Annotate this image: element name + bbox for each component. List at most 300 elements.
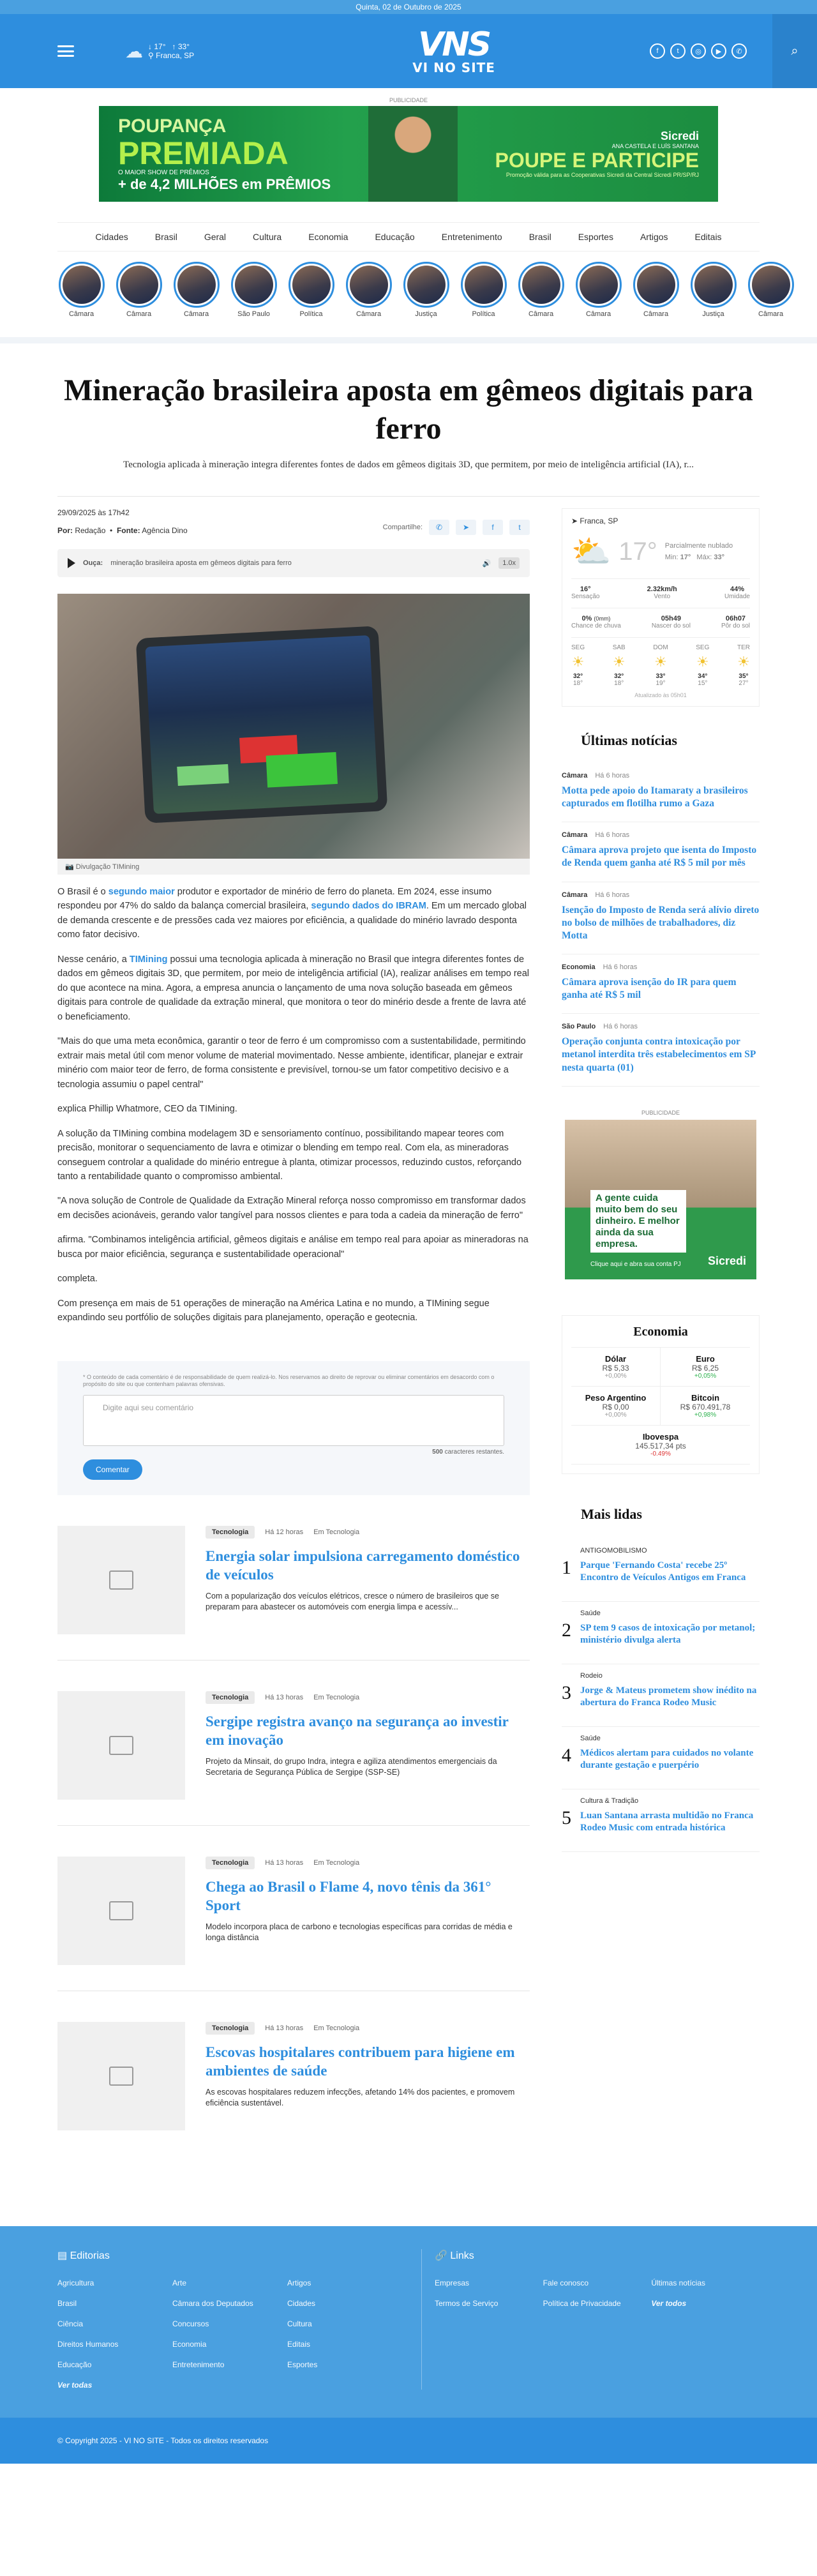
story-item[interactable]: [632, 262, 680, 318]
header-weather[interactable]: ☁ ↓ 17° ↑ 33° ⚲ Franca, SP: [125, 41, 195, 61]
whatsapp-share-icon[interactable]: ✆: [429, 520, 449, 535]
category-tag[interactable]: Câmara: [562, 772, 588, 780]
latest-news-item[interactable]: [562, 763, 760, 822]
story-image: [63, 266, 101, 304]
story-item[interactable]: [747, 262, 795, 318]
news-meta: [562, 831, 760, 839]
ad-text: O MAIOR SHOW DE PRÊMIOS: [118, 169, 209, 176]
story-item[interactable]: [402, 262, 450, 318]
story-label: Câmara: [643, 310, 669, 318]
related-news: [57, 1495, 530, 2156]
news-title[interactable]: Sergipe registra avanço na segurança ao investir em inovação: [206, 1714, 509, 1748]
site-logo[interactable]: [412, 28, 495, 74]
article-body: [57, 885, 530, 1325]
news-title[interactable]: Médicos alertam para cuidados no volante durante gestação e puerpério: [580, 1747, 754, 1771]
story-avatar: [461, 262, 507, 308]
sun-icon: ☀: [612, 654, 626, 670]
weather-forecast: [571, 637, 750, 687]
story-item[interactable]: [460, 262, 507, 318]
social-links: [650, 43, 747, 59]
nav-item[interactable]: Entretenimento: [441, 232, 502, 242]
news-title[interactable]: Energia solar impulsiona carregamento doméstico de veículos: [206, 1548, 520, 1583]
news-meta: [562, 963, 760, 971]
paragraph: "Mais do que uma meta econômica, garantir o teor de ferro é um compromisso com a sustentabilidade, permitindo extrair mais metal útil com menor volume de material movimentado. Nesse ambiente, identificar, planejar e extrair minério com maior teor de ferro, de forma consistente e previsível, tornou-se um fator competitivo decisivo e a tecnologia assumiu o papel central": [57, 1036, 526, 1090]
sunrise-label: Nascer do sol: [651, 622, 691, 629]
comment-form: [57, 1361, 530, 1495]
economy-name: Ibovespa: [642, 1431, 679, 1442]
forecast-day-name: SEG: [571, 644, 585, 651]
nav-item[interactable]: Cultura: [253, 232, 282, 242]
story-item[interactable]: [517, 262, 565, 318]
forecast-day: [653, 644, 668, 687]
economy-value: R$ 6,25: [691, 1363, 719, 1373]
nav-item[interactable]: Educação: [375, 232, 415, 242]
paragraph: A solução da TIMining combina modelagem 3D e sensoriamento contínuo, possibilitando mapear teores com precisão, monitorar o sequenciamento de lavra e otimizar o blending em tempo real. Com ela, as mineradoras conseguem controlar a qualidade do minério entregue à planta, otimizar processos, reduzindo custos, reforçando tanto a rentabilidade quanto o compromisso ambiental.: [57, 1128, 522, 1182]
facebook-share-icon[interactable]: f: [483, 520, 503, 535]
article-source: Agência Dino: [142, 526, 188, 535]
nav-item[interactable]: Economia: [308, 232, 349, 242]
footer-link[interactable]: Artigos: [287, 2278, 311, 2288]
news-info: [206, 1857, 525, 1965]
story-image: [522, 266, 560, 304]
economy-heading: Economia: [633, 1324, 688, 1339]
sun-icon: ☀: [571, 654, 585, 670]
economy-value: R$ 670.491,78: [680, 1402, 731, 1412]
max-label: Máx:: [696, 553, 712, 561]
story-image: [465, 266, 503, 304]
economy-value: R$ 5,33: [602, 1363, 629, 1373]
ad-image: [368, 106, 458, 202]
news-title[interactable]: Câmara aprova projeto que isenta do Imposto de Renda quem ganha até R$ 5 mil por mês: [562, 845, 757, 869]
news-title[interactable]: Motta pede apoio do Itamaraty a brasileiros capturados em flotilha rumo a Gaza: [562, 785, 748, 810]
news-section: Em Tecnologia: [313, 1528, 360, 1537]
story-item[interactable]: [689, 262, 737, 318]
story-image: [177, 266, 216, 304]
economy-change: +0,00%: [604, 1372, 627, 1380]
category-tag[interactable]: São Paulo: [562, 1023, 596, 1031]
logo-sub: VI NO SITE: [412, 60, 495, 75]
partly-cloudy-icon: ⛅: [571, 534, 611, 569]
whatsapp-icon[interactable]: ✆: [731, 43, 747, 59]
economy-name: Bitcoin: [691, 1392, 720, 1403]
story-image: [120, 266, 158, 304]
story-label: Câmara: [356, 310, 382, 318]
humidity-label: Umidade: [724, 593, 750, 600]
story-avatar: [518, 262, 564, 308]
story-avatar: [174, 262, 220, 308]
rank-number: 1: [562, 1556, 571, 1578]
news-thumbnail: [57, 1691, 185, 1800]
news-meta: [206, 2022, 525, 2035]
footer-link[interactable]: Agricultura: [57, 2278, 94, 2288]
category-tag[interactable]: Câmara: [562, 891, 588, 899]
article-image: [57, 594, 530, 859]
weather-min: 17°: [680, 553, 691, 561]
news-item[interactable]: [57, 1661, 530, 1826]
story-label: Câmara: [528, 310, 554, 318]
weather-temp: 17°: [618, 538, 657, 566]
news-title[interactable]: Isenção do Imposto de Renda será alívio direto no bolso de milhões de trabalhadores, diz Motta: [562, 904, 760, 941]
story-avatar: [633, 262, 679, 308]
image-placeholder-icon: [109, 2067, 133, 2086]
category-tag: Cultura & Tradição: [580, 1796, 639, 1805]
header-temp-max: 17°: [154, 42, 166, 51]
forecast-day-name: SAB: [612, 644, 626, 651]
category-tag[interactable]: Câmara: [562, 831, 588, 840]
news-time: Há 6 horas: [595, 891, 630, 899]
forecast-day: [613, 644, 626, 687]
feel-value: 16°: [580, 585, 591, 593]
ad-text: A gente cuida muito bem do seu dinheiro. E melhor ainda da sua empresa.: [590, 1190, 686, 1253]
youtube-icon[interactable]: ▶: [711, 43, 726, 59]
nav-item[interactable]: Artigos: [640, 232, 668, 242]
forecast-min: 27°: [738, 680, 749, 687]
category-tag[interactable]: Tecnologia: [206, 1691, 255, 1704]
nav-item[interactable]: Cidades: [95, 232, 128, 242]
header-temp-min: 33°: [177, 42, 190, 51]
instagram-icon[interactable]: ◎: [691, 43, 706, 59]
sunrise-value: 05h49: [661, 615, 681, 622]
story-image: [235, 266, 273, 304]
story-item[interactable]: [57, 262, 105, 318]
story-avatar: [576, 262, 622, 308]
nav-item[interactable]: Editais: [694, 232, 722, 242]
news-thumbnail: [57, 2022, 185, 2130]
forecast-max: 32°: [573, 673, 583, 680]
footer-link[interactable]: Política de Privacidade: [543, 2299, 621, 2309]
most-read: [562, 1506, 760, 1852]
economy-item: [571, 1348, 661, 1387]
economy-item: [661, 1348, 750, 1387]
news-title[interactable]: Chega ao Brasil o Flame 4, novo tênis da 361° Sport: [206, 1879, 491, 1913]
news-title[interactable]: Jorge & Mateus prometem show inédito na abertura do Franca Rodeo Music: [580, 1685, 757, 1708]
story-item[interactable]: [345, 262, 393, 318]
twitter-icon[interactable]: t: [670, 43, 686, 59]
footer-link[interactable]: Concursos: [172, 2319, 209, 2329]
economy-change: +0,05%: [694, 1372, 717, 1380]
inline-link[interactable]: segundo dados do IBRAM: [311, 901, 426, 912]
most-read-item[interactable]: [562, 1789, 760, 1852]
footer-link[interactable]: Brasil: [57, 2299, 77, 2309]
top-date-bar: [0, 0, 817, 14]
forecast-day: [737, 644, 750, 687]
rank-number: 4: [562, 1744, 571, 1766]
most-read-info: [580, 1547, 760, 1585]
cloud-icon: ☁: [125, 41, 143, 61]
economy-item: [661, 1387, 750, 1426]
footer-see-all[interactable]: Ver todas: [57, 2381, 93, 2390]
main-nav: [57, 222, 760, 252]
footer-see-all[interactable]: Ver todos: [651, 2299, 687, 2309]
most-read-info: [580, 1672, 760, 1710]
ad-banner[interactable]: [565, 1120, 756, 1279]
volume-icon[interactable]: 🔊: [482, 559, 491, 568]
footer-link[interactable]: Termos de Serviço: [435, 2299, 498, 2309]
inline-link[interactable]: segundo maior: [108, 887, 175, 897]
current-date: Quinta, 02 de Outubro de 2025: [356, 3, 461, 11]
most-read-info: [580, 1797, 760, 1835]
economy-value: R$ 0,00: [602, 1402, 629, 1412]
story-label: Política: [472, 310, 495, 318]
article-subtitle: Tecnologia aplicada à mineração integra diferentes fontes de dados em gêmeos digitais 3D, que permitem, por meio de inteligência artificial (IA), r...: [123, 460, 694, 470]
comment-textarea[interactable]: Digite aqui seu comentário: [83, 1395, 504, 1446]
audio-player: [57, 549, 530, 577]
story-avatar: [116, 262, 162, 308]
rank-number: 2: [562, 1619, 571, 1641]
news-title[interactable]: Câmara aprova isenção do IR para quem ganha até R$ 5 mil: [562, 976, 737, 1001]
latest-news-item[interactable]: [562, 822, 760, 882]
footer-editorias-title: Editorias: [70, 2250, 110, 2262]
logo-main: VNS: [417, 26, 490, 64]
story-image: [407, 266, 446, 304]
economy-widget: [562, 1315, 760, 1474]
news-section: Em Tecnologia: [313, 1694, 360, 1702]
share-label: Compartilhe:: [382, 523, 423, 531]
footer-link[interactable]: Direitos Humanos: [57, 2340, 119, 2349]
story-item[interactable]: [230, 262, 278, 318]
paragraph: afirma. "Combinamos inteligência artificial, gêmeos digitais e análise em tempo real para apoiar as mineradoras na busca por maior eficiência, segurança e sustentabilidade operacional": [57, 1235, 528, 1260]
story-item[interactable]: [574, 262, 622, 318]
ad-text: Promoção válida para as Cooperativas Sicredi da Central Sicredi PR/SP/RJ: [506, 172, 699, 179]
play-icon[interactable]: [68, 558, 75, 568]
category-tag: ANTIGOMOBILISMO: [580, 1546, 647, 1555]
weather-updated: Atualizado às 05h01: [634, 692, 687, 698]
story-label: Câmara: [126, 310, 152, 318]
article-main: 29/09/2025 às 17h42 Por: Redação • Fonte: Agência Dino Compartilhe: ✆ ➤ f t Ouça: mineração brasileira aposta em gêmeos digitais para ferro 🔊 1.0x 📷 Divulgação TIMining O Brasil é o segundo maior produtor e exportador de minério de ferro do planeta. Em 2024, esse insumo respondeu por 47% do saldo da balança comercial brasileira, segundo dados do IBRAM. Em um mercado global de demanda crescente e de pressões cada vez maiores por eficiência, a qualidade do minério lavrado desponta como fator decisivo. Nesse cenário, a TIMining possui uma tecnologia aplicada à mineração no Brasil que integra diferentes fontes de dados em gêmeos digitais 3D, que permitem, por meio de inteligência artificial (IA), realizar análises em tempo real do que acontece na mina. Agora, a empresa anuncia o lançamento de uma nova solução baseada em gêmeos digitais para controle de qualidade da extração mineral, que monitora o teor do minério desde a frente de lavra até o beneficiamento. "Mais do que uma meta econômica, garantir o teor de ferro é um compromisso com a sustentabilidade, permitindo extrair mais metal útil com menor volume de material movimentado. Nesse ambiente, identificar, planejar e extrair minério com maior teor de ferro, de forma consistente e previsível, tornou-se um fator competitivo decisivo e a tecnologia assumiu o papel central" explica Phillip Whatmore, CEO da TIMining. A solução da TIMining combina modelagem 3D e sensoriamento contínuo, possibilitando mapear teores com precisão, monitorar o sequenciamento de lavra e otimizar o blending em tempo real. Com ela, as mineradoras conseguem controlar a qualidade do minério entregue à planta, otimizar processos, reduzindo custos, reforçando tanto a rentabilidade quanto o compromisso ambiental. "A nova solução de Controle de Qualidade da Extração Mineral reforça nosso compromisso em transformar dados em decisões acionáveis, gerando valor tangível para nossos clientes e para toda a cadeia da mineração de ferro" afirma. "Combinamos inteligência artificial, gêmeos digitais e análise em tempo real para apoiar as mineradoras na busca por maior eficiência, segurança e sustentabilidade operacional" completa. Com presença em mais de 51 operações de mineração na América Latina e no mundo, a TIMining segue expandindo seu portfólio de soluções digitais para planejamento, operação e geotecnia. * O conteúdo de cada comentário é de responsabilidade de quem realizá-lo. Nos reservamos ao direito de reprovar ou eliminar comentários em desacordo com o propósito do site ou que contenham palavras ofensivas. Digite aqui seu comentário 500 caracteres restantes. Comentar Tecnologia Há 12 horas Em Tecnologia Energia solar impulsiona carregamento doméstico de veículos Com a popularização dos veículos elétricos, cresce o número de brasileiros que se preparam para abastecer os automóveis com energia limpa e acessív... Tecnologia Há 13 horas Em Tecnologia Sergipe registra avanço na segurança ao investir em inovação Projeto da Minsait, do grupo Indra, integra e agiliza atendimentos emergenciais da Secretaria de Segurança Pública de Sergipe (SSP-SE) Tecnologia Há 13 horas Em Tecnologia Chega ao Brasil o Flame 4, novo tênis da 361° Sport Modelo incorpora placa de carbono e tecnologias específicas para corridas de média e longa distância Tecnologia Há 13 horas Em Tecnologia Escovas hospitalares contribuem para higiene em ambientes de saúde As escovas hospitalares reduzem infecções, afetando 14% dos pacientes, e promovem eficiência sustentável.: [57, 508, 530, 2156]
news-item[interactable]: [57, 1826, 530, 1991]
category-tag[interactable]: Tecnologia: [206, 1526, 255, 1539]
footer-link[interactable]: Cultura: [287, 2319, 312, 2329]
nav-item[interactable]: Brasil: [154, 232, 177, 242]
char-suffix: caracteres restantes.: [442, 1449, 504, 1456]
ad-banner[interactable]: [99, 106, 718, 202]
paragraph: Com presença em mais de 51 operações de mineração na América Latina e no mundo, a TIMining segue expandindo seu portfólio de soluções digitais para planejamento, operação e geotecnia.: [57, 1298, 490, 1323]
news-meta: [206, 1526, 525, 1539]
forecast-max: 33°: [656, 673, 666, 680]
image-placeholder-icon: [109, 1901, 133, 1920]
rain-label: Chance de chuva: [571, 622, 621, 629]
news-time: Há 6 horas: [595, 772, 630, 780]
site-header: [0, 14, 817, 88]
story-avatar: [748, 262, 794, 308]
news-item[interactable]: [57, 1495, 530, 1661]
news-title[interactable]: Luan Santana arrasta multidão no Franca Rodeo Music com entrada histórica: [580, 1810, 754, 1834]
forecast-min: 19°: [656, 680, 666, 687]
weather-widget: ➤ Franca, SP ⛅ 17° Parcialmente nublado Min: 17° Máx: 33° 16° Sensação 2.32km/h Vento 44% Umidade 0% (0mm) Chance de chuva 05h49 Nascer do sol 06h07 Pôr do sol SEG ☀ 32° 18° SAB ☀ 32° 18° DOM ☀ 33° 19° SEG ☀ 34° 15° TER ☀ 35° 27° Atualizado às 05h01: [562, 508, 760, 707]
news-title[interactable]: Parque 'Fernando Costa' recebe 25º Encontro de Veículos Antigos em Franca: [580, 1560, 746, 1583]
story-item[interactable]: [172, 262, 220, 318]
footer-link[interactable]: Editais: [287, 2340, 311, 2349]
forecast-max: 34°: [698, 673, 708, 680]
footer-link[interactable]: Arte: [172, 2278, 187, 2288]
text: produtor e exportador de minério de ferro do planeta. Em 2024, esse insumo respondeu por 47% do saldo da balança comercial brasileira,: [57, 887, 492, 912]
story-avatar: [403, 262, 449, 308]
footer-link[interactable]: Educação: [57, 2360, 92, 2370]
camera-icon: 📷: [65, 863, 74, 871]
link-icon: 🔗: [435, 2250, 447, 2262]
footer-link[interactable]: Câmara dos Deputados: [172, 2299, 253, 2309]
search-button[interactable]: [772, 14, 817, 88]
forecast-min: 18°: [614, 680, 624, 687]
story-avatar: [231, 262, 277, 308]
story-label: Política: [299, 310, 323, 318]
nav-item[interactable]: Esportes: [578, 232, 613, 242]
category-tag[interactable]: Tecnologia: [206, 1857, 255, 1869]
news-title[interactable]: SP tem 9 casos de intoxicação por metanol; ministério divulga alerta: [580, 1622, 756, 1646]
feel-label: Sensação: [571, 593, 600, 600]
ad-text: PREMIADA: [118, 135, 289, 171]
story-image: [694, 266, 733, 304]
story-image: [580, 266, 618, 304]
most-read-item[interactable]: [562, 1664, 760, 1727]
most-read-info: [580, 1735, 760, 1772]
news-meta: [562, 891, 760, 899]
news-title[interactable]: Escovas hospitalares contribuem para higiene em ambientes de saúde: [206, 2044, 515, 2079]
news-time: Há 12 horas: [265, 1528, 304, 1537]
twitter-share-icon[interactable]: t: [509, 520, 530, 535]
news-thumbnail: [57, 1526, 185, 1634]
latest-news-item[interactable]: [562, 882, 760, 954]
category-tag: Rodeio: [580, 1671, 603, 1680]
news-time: Há 6 horas: [603, 963, 638, 971]
footer-link[interactable]: Fale conosco: [543, 2278, 589, 2288]
footer-link[interactable]: Empresas: [435, 2278, 470, 2288]
top-ad: [0, 88, 817, 211]
menu-icon[interactable]: [57, 45, 74, 57]
news-meta: [206, 1857, 525, 1869]
story-label: Câmara: [183, 310, 209, 318]
ad-text: + de 4,2 MILHÕES em PRÊMIOS: [118, 176, 331, 192]
text: Nesse cenário, a: [57, 954, 130, 965]
footer-link[interactable]: Cidades: [287, 2299, 316, 2309]
news-meta: [562, 1023, 760, 1030]
footer-link[interactable]: Entretenimento: [172, 2360, 225, 2370]
tablet-illustration: [136, 626, 388, 823]
search-icon: ⌕: [791, 43, 798, 58]
story-label: Câmara: [68, 310, 94, 318]
economy-value: 145.517,34 pts: [635, 1441, 686, 1450]
rain-value: 0%: [581, 615, 592, 622]
most-read-item[interactable]: [562, 1602, 760, 1664]
text: O Brasil é o: [57, 887, 109, 897]
ad-cta: POUPE E PARTICIPE: [495, 148, 699, 172]
economy-name: Peso Argentino: [585, 1392, 647, 1403]
story-avatar: [289, 262, 334, 308]
latest-news-list: [562, 763, 760, 1087]
footer-link[interactable]: Ciência: [57, 2319, 84, 2329]
most-read-info: [580, 1609, 760, 1647]
image-placeholder-icon: [109, 1736, 133, 1755]
article-author: Redação: [75, 526, 106, 535]
forecast-day-name: DOM: [653, 644, 668, 651]
news-thumbnail: [57, 1857, 185, 1965]
sun-icon: ☀: [654, 654, 667, 670]
image-placeholder-icon: [109, 1570, 133, 1590]
most-read-item[interactable]: [562, 1727, 760, 1789]
story-item[interactable]: [287, 262, 335, 318]
comment-note: * O conteúdo de cada comentário é de responsabilidade de quem realizá-lo. Nos reservamos ao direito de reprovar ou eliminar comentários em desacordo com o propósito do site ou que contenham palavras ofensivas.: [83, 1373, 495, 1388]
footer-link[interactable]: Últimas notícias: [651, 2278, 706, 2288]
site-footer: [0, 2226, 817, 2418]
story-image: [637, 266, 675, 304]
ad-text: ANA CASTELA E LUÍS SANTANA: [611, 142, 699, 149]
news-time: Há 13 horas: [265, 2024, 304, 2033]
forecast-day-name: TER: [737, 644, 750, 651]
paragraph: completa.: [57, 1274, 98, 1284]
section-separator: [0, 337, 817, 343]
listen-label: Ouça:: [83, 559, 103, 567]
rank-number: 5: [562, 1807, 571, 1828]
footer-link[interactable]: Economia: [172, 2340, 207, 2349]
forecast-day-name: SEG: [696, 644, 710, 651]
nav-item[interactable]: Geral: [204, 232, 227, 242]
telegram-share-icon[interactable]: ➤: [456, 520, 476, 535]
most-read-item[interactable]: [562, 1539, 760, 1602]
story-image: [752, 266, 790, 304]
news-time: Há 13 horas: [265, 1694, 304, 1702]
inline-link[interactable]: TIMining: [129, 954, 168, 965]
footer-links-title: Links: [450, 2250, 474, 2262]
forecast-min: 15°: [698, 680, 708, 687]
category-tag[interactable]: Tecnologia: [206, 2022, 255, 2035]
stories-bar: [0, 252, 817, 324]
footer-link[interactable]: Esportes: [287, 2360, 318, 2370]
weather-condition: Parcialmente nublado: [664, 541, 733, 550]
wind-label: Vento: [654, 593, 671, 600]
news-section: Em Tecnologia: [313, 1859, 360, 1867]
forecast-day: [696, 644, 709, 687]
story-image: [292, 266, 331, 304]
news-desc: Com a popularização dos veículos elétricos, cresce o número de brasileiros que se preparam para abastecer os automóveis com energia limpa e acessív...: [206, 1591, 499, 1612]
weather-max: 33°: [714, 553, 724, 561]
news-time: Há 6 horas: [595, 831, 630, 840]
story-label: São Paulo: [237, 310, 270, 318]
sun-icon: ☀: [696, 654, 709, 670]
comment-button[interactable]: Comentar: [83, 1459, 142, 1480]
economy-item: [571, 1426, 750, 1465]
latest-news-item[interactable]: [562, 954, 760, 1014]
news-item[interactable]: [57, 1991, 530, 2156]
news-title[interactable]: Operação conjunta contra intoxicação por metanol interdita três estabelecimentos em SP nesta quarta (01): [562, 1036, 756, 1073]
min-label: Min:: [664, 553, 678, 561]
economy-change: -0.49%: [650, 1450, 671, 1457]
humidity-value: 44%: [730, 585, 744, 593]
forecast-day: [571, 644, 585, 687]
category-tag[interactable]: Economia: [562, 963, 596, 971]
nav-item[interactable]: Brasil: [528, 232, 551, 242]
news-info: [206, 1526, 525, 1634]
text: . Em um mercado global de demanda crescente e de pressões cada vez maiores por eficiência, a qualidade do minério lavrado desponta como fator decisivo.: [57, 901, 527, 940]
facebook-icon[interactable]: f: [650, 43, 665, 59]
byline-label: Por:: [57, 526, 73, 535]
story-item[interactable]: [115, 262, 163, 318]
forecast-min: 18°: [573, 680, 583, 687]
latest-news-item[interactable]: [562, 1014, 760, 1086]
ad-brand: Sicredi: [707, 1254, 746, 1267]
text: possui uma tecnologia aplicada à mineração no Brasil que integra diferentes fontes de dados em gêmeos digitais 3D, que permitem, por meio de inteligência artificial (IA), realizar análises em tempo real do que acontece na mina. Agora, a empresa anuncia o lançamento de uma nova solução baseada em gêmeos digitais para controle de qualidade da extração mineral, que monitora o teor do minério desde a frente de lavra até o beneficiamento.: [57, 954, 530, 1022]
news-time: Há 6 horas: [603, 1023, 638, 1031]
story-avatar: [346, 262, 392, 308]
weather-location: Franca, SP: [580, 516, 618, 525]
category-tag: Saúde: [580, 1734, 601, 1742]
forecast-max: 32°: [614, 673, 624, 680]
speed-button[interactable]: 1.0x: [498, 557, 520, 569]
divider: [57, 496, 760, 497]
paragraph: "A nova solução de Controle de Qualidade da Extração Mineral reforça nosso compromisso em transformar dados em decisões acionáveis, gerando valor tangível para nossos clientes e para toda a cadeia da mineração de ferro": [57, 1196, 526, 1221]
article-date: 29/09/2025 às 17h42: [57, 508, 130, 517]
copyright: © Copyright 2025 - VI NO SITE - Todos os direitos reservados: [57, 2436, 269, 2446]
news-time: Há 13 horas: [265, 1859, 304, 1867]
